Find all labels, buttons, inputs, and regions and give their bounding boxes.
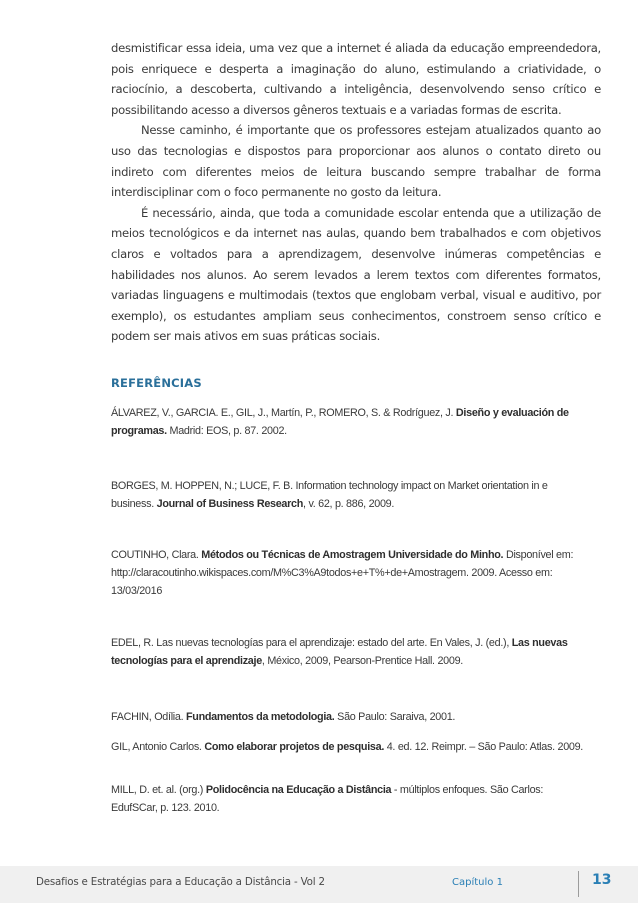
reference-title: Como elaborar projetos de pesquisa. xyxy=(204,741,385,753)
reference-text: EDEL, R. Las nuevas tecnologías para el aprendizaje: estado del arte. En Vales, J. (ed.), xyxy=(111,637,512,649)
reference-text: MILL, D. et. al. (org.) xyxy=(111,784,206,796)
reference-text: ÁLVAREZ, V., GARCIA. E., GIL, J., Martín, P., ROMERO, S. & Rodríguez, J. xyxy=(111,407,456,419)
reference-text: GIL, Antonio Carlos. xyxy=(111,741,205,753)
reference-text: São Paulo: Saraiva, 2001. xyxy=(334,711,456,723)
reference-title: Fundamentos da metodologia. xyxy=(186,711,335,723)
reference-coutinho xyxy=(111,546,591,600)
reference-text: - múltiplos enfoques. São Carlos: EdufSCar, p. 123. 2010. xyxy=(111,784,544,814)
reference-mill xyxy=(111,781,591,817)
paragraph: Nesse caminho, é importante que os professores estejam atualizados quanto ao uso das tecnologias e dispostos para proporcionar aos alunos o contato direto ou indireto com diferentes meios de leitura buscando sempre trabalhar de forma interdisciplinar com o foco permanente no gosto da leitura. xyxy=(111,123,601,200)
reference-title: Polidocência na Educação a Distância xyxy=(205,784,392,796)
paragraph: desmistificar essa ideia, uma vez que a internet é aliada da educação empreendedora, pois enriquece e desperta a imaginação do aluno, estimulando a criatividade, o raciocínio, a descoberta, cultivando a inteligência, desenvolvendo senso crítico e possibilitando acesso a diversos gêneros textuais e a variadas formas de escrita. xyxy=(111,41,601,117)
reference-text: 4. ed. 12. Reimpr. – São Paulo: Atlas. 2009. xyxy=(384,741,584,753)
reference-text: , México, 2009, Pearson-Prentice Hall. 2009. xyxy=(261,655,463,667)
reference-edel xyxy=(111,634,591,670)
reference-text: BORGES, M. HOPPEN, N.; LUCE, F. B. Information technology impact on Market orientation in e business. xyxy=(111,480,548,510)
reference-text: , v. 62, p. 886, 2009. xyxy=(303,498,395,510)
reference-text: Madrid: EOS, p. 87. 2002. xyxy=(166,425,287,437)
page-number: 13 xyxy=(592,872,612,888)
reference-borges xyxy=(111,477,591,513)
reference-title: Las nuevas tecnologías para el aprendizaje xyxy=(111,637,568,667)
reference-title: Journal of Business Research xyxy=(156,498,304,510)
reference-title: Diseño y evaluación de programas. xyxy=(111,407,569,437)
paragraph: É necessário, ainda, que toda a comunidade escolar entenda que a utilização de meios tecnológicos e da internet nas aulas, quando bem trabalhados e com objetivos claros e voltados para a aprendizagem, desenvolve inúmeras competências e habilidades nos alunos. Ao serem levados a lerem textos com diferentes formatos, variadas linguagens e multimodais (textos que englobam verbal, visual e auditivo, por exemplo), os estudantes ampliam seus conhecimentos, constroem senso crítico e podem ser mais ativos em suas práticas sociais. xyxy=(111,205,601,344)
reference-text: FACHIN, Odília. xyxy=(111,711,186,723)
reference-gil xyxy=(111,738,591,756)
references-heading: REFERÊNCIAS xyxy=(111,376,202,390)
reference-text: Disponível em: http://claracoutinho.wikispaces.com/M%C3%A9todos+e+T%+de+Amostragem. 2009. Acesso em: 13/03/2016 xyxy=(111,549,574,597)
page-footer xyxy=(0,866,638,903)
book-title: Desafios e Estratégias para a Educação a Distância - Vol 2 xyxy=(36,876,325,888)
footer-divider xyxy=(578,871,579,897)
chapter-label: Capítulo 1 xyxy=(452,877,503,888)
reference-alvarez xyxy=(111,404,591,440)
reference-fachin xyxy=(111,708,591,726)
body-text xyxy=(111,38,601,347)
reference-text: COUTINHO, Clara. xyxy=(111,549,202,561)
reference-title: Métodos ou Técnicas de Amostragem Universidade do Minho. xyxy=(201,549,504,561)
